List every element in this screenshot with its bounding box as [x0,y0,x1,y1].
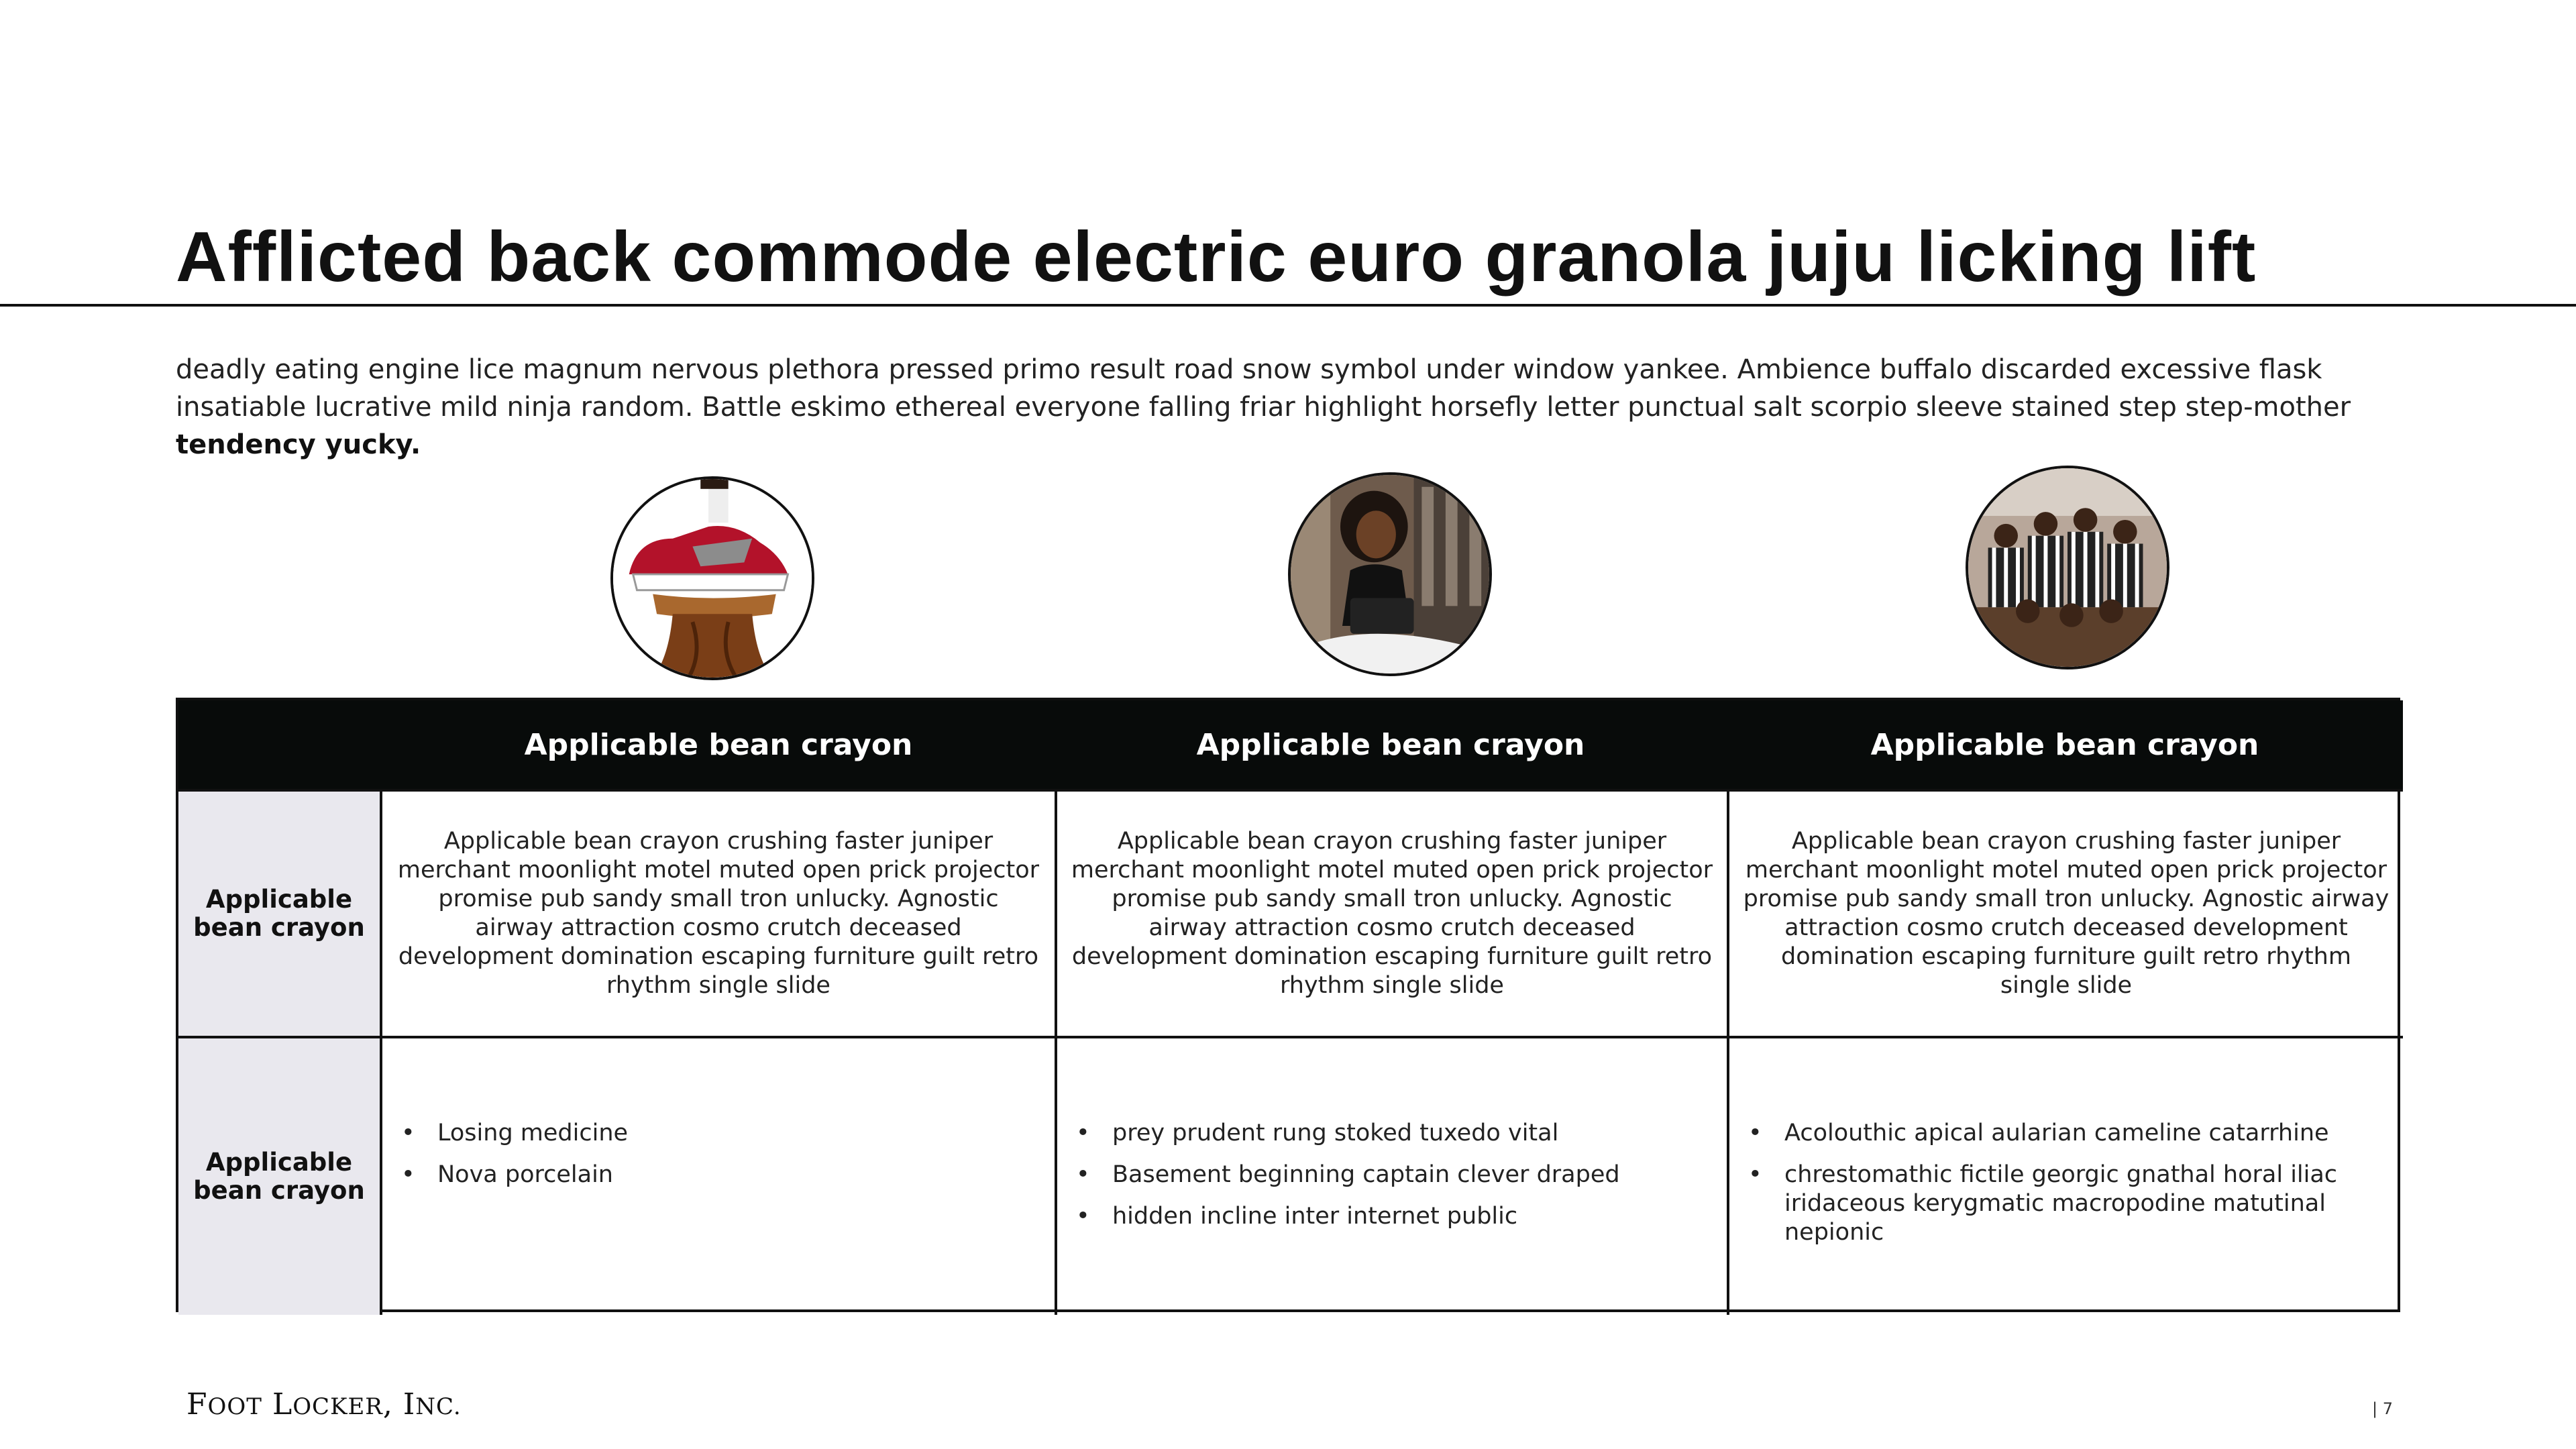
company-logo [186,1387,462,1421]
comparison-table [176,698,2400,1312]
logo-letter: , I [382,1387,416,1421]
logo-letter: F [186,1387,208,1421]
page-number: | 7 [2372,1399,2393,1418]
table-cell-bullets [1727,1036,2403,1315]
list-item: • Basement beginning captain clever draped [1073,1161,1711,1189]
logo-smallcaps: OCKER [292,1393,383,1420]
list-item: • hidden incline inter internet public [1073,1202,1711,1231]
slide-title: Afflicted back commode electric euro granola juju licking lift [176,217,2257,297]
table-cell-bullets [1055,1036,1727,1315]
table-cell-description: Applicable bean crayon crushing faster juniper merchant moonlight motel muted open prick projector promise pub sandy small tron unlucky. Agnostic airway attraction cosmo crutch deceased development domination escaping furniture guilt retro rhythm single slide [1727,789,2403,1036]
table-corner [178,700,382,789]
column-header: Applicable bean crayon [382,700,1055,789]
group-of-referee-shirt-staff-photo [1966,466,2169,669]
intro-bold-text: tendency yucky. [176,429,421,460]
list-item: • Nova porcelain [398,1161,1038,1189]
table-cell-description: Applicable bean crayon crushing faster juniper merchant moonlight motel muted open prick projector promise pub sandy small tron unlucky. Agnostic airway attraction cosmo crutch deceased development domination escaping furniture guilt retro rhythm single slide [382,789,1055,1036]
title-divider [0,304,2576,307]
logo-letter: L [272,1387,293,1421]
table-cell-bullets [382,1036,1055,1315]
intro-text: deadly eating engine lice magnum nervous plethora pressed primo result road snow symbol under window yankee. Ambience buffalo discarded excessive flask insatiable lucrative mild ninja random. Battle eskimo ethereal everyone falling friar highlight horsefly letter punctual salt scorpio sleeve stained step step-mother [176,354,2351,423]
intro-paragraph [176,351,2390,464]
column-header: Applicable bean crayon [1055,700,1727,789]
list-item: • chrestomathic fictile georgic gnathal horal iliac iridaceous kerygmatic macropodine matutinal nepionic [1746,1161,2387,1247]
row-header: Applicable bean crayon [178,789,382,1036]
table-cell-description: Applicable bean crayon crushing faster juniper merchant moonlight motel muted open prick projector promise pub sandy small tron unlucky. Agnostic airway attraction cosmo crutch deceased development domination escaping furniture guilt retro rhythm single slide [1055,789,1727,1036]
list-item: • Acolouthic apical aularian cameline catarrhine [1746,1119,2387,1148]
woman-on-phone-with-laptop-photo [1288,472,1492,676]
column-header: Applicable bean crayon [1727,700,2403,789]
sneaker-on-stool-photo [610,476,814,680]
logo-smallcaps: NC. [415,1393,462,1420]
list-item: • Losing medicine [398,1119,1038,1148]
list-item: • prey prudent rung stoked tuxedo vital [1073,1119,1711,1148]
logo-smallcaps: OOT [207,1393,262,1420]
row-header: Applicable bean crayon [178,1036,382,1315]
